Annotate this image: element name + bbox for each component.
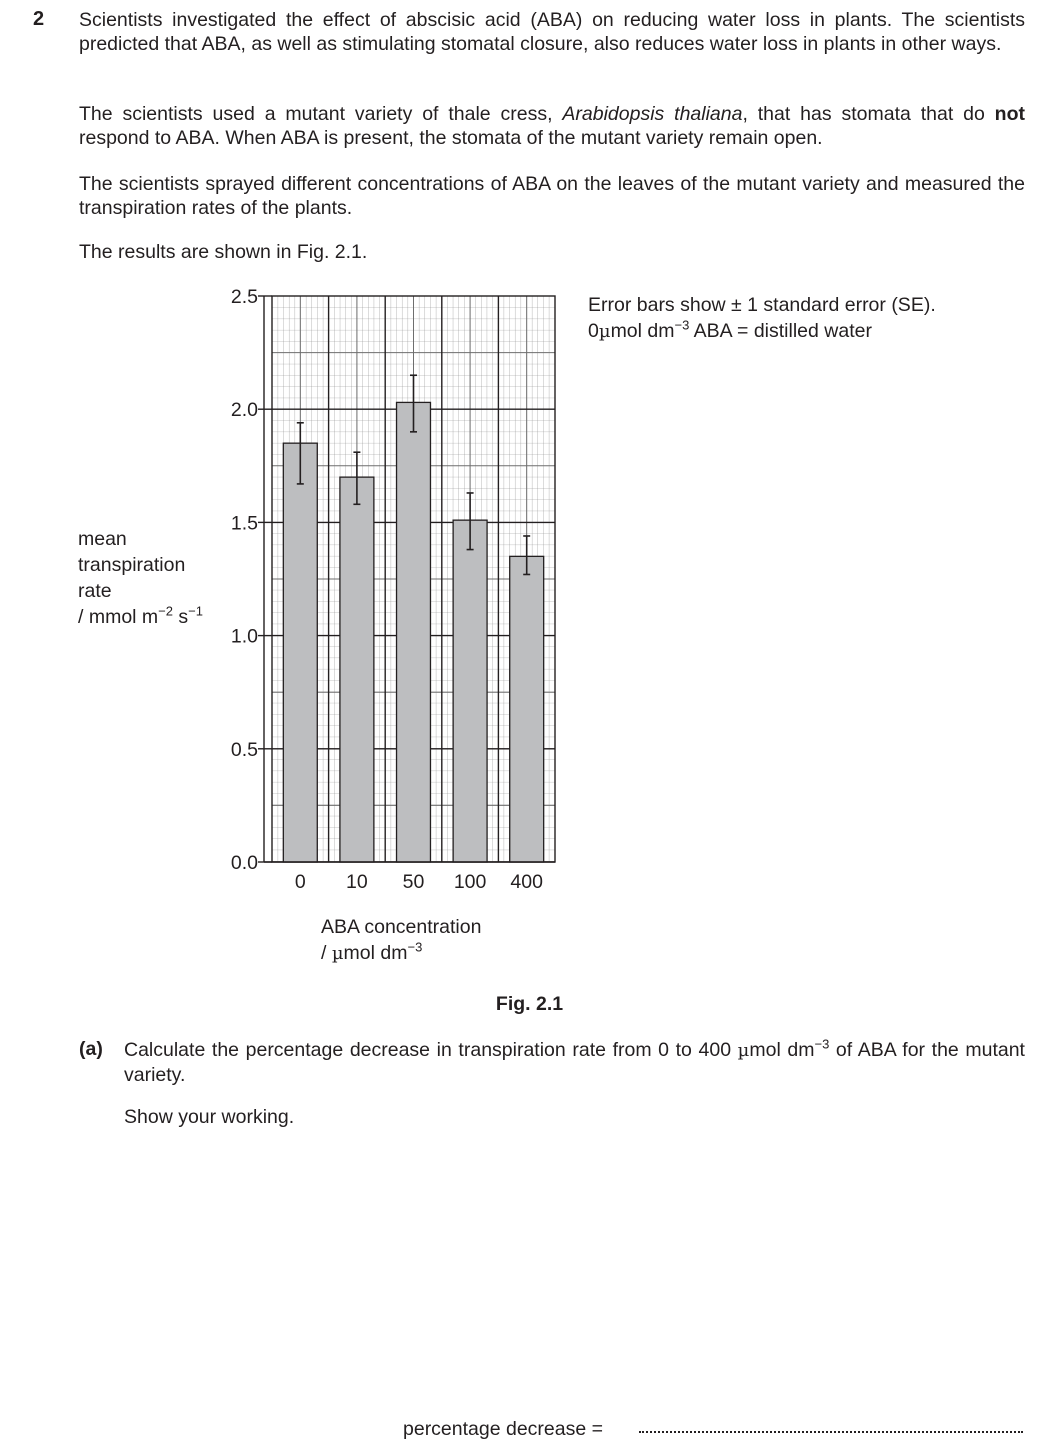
x-tick-label-0: 0 (294, 871, 306, 893)
y-tick-label-0.5: 0.5 (230, 738, 258, 761)
bar-10 (340, 477, 374, 862)
show-working-instruction: Show your working. (124, 1106, 295, 1128)
intro-paragraph-1: Scientists investigated the effect of abscisic acid (ABA) on reducing water loss in plants. The scientists predicted that ABA, as well as stimulating stomatal closure, also reduces water loss in plants in other ways. (79, 9, 1025, 55)
bar-100 (453, 520, 487, 862)
bar-0 (283, 443, 317, 862)
x-tick-label-400: 400 (510, 871, 543, 893)
x-axis-label: ABA concentration / µmol $dm^{-3}$ (321, 916, 482, 964)
emphasis-not: not (994, 103, 1025, 125)
answer-label: percentage decrease = (403, 1418, 604, 1440)
y-tick-label-1.5: 1.5 (230, 512, 258, 535)
y-tick-label-1.0: 1.0 (230, 625, 258, 648)
note-line-1: Error bars show ± 1 standard error (SE). (588, 294, 936, 316)
note-line-2: 0µmol $dm^{-3}$ ABA = distilled water (588, 317, 872, 342)
answer-line[interactable] (639, 1431, 1023, 1433)
y-tick-label-2.5: 2.5 (230, 286, 258, 308)
species-name: Arabidopsis thaliana (562, 103, 743, 125)
intro-paragraph-3: The scientists sprayed different concentrations of ABA on the leaves of the mutant variety and measured the transpiration rates of the plants. (79, 173, 1025, 219)
x-tick-label-10: 10 (346, 871, 368, 893)
bar-400 (510, 556, 544, 862)
intro-paragraph-2: The scientists used a mutant variety of thale cress, Arabidopsis thaliana, that has stomata that do not respond to ABA. When ABA is present, the stomata of the mutant variety remain open. (79, 103, 1025, 149)
y-tick-label-0.0: 0.0 (230, 852, 258, 874)
y-axis-label: mean transpiration rate / mmol $m^{-2}$ $s^{-1}$ (78, 528, 203, 628)
x-tick-label-100: 100 (453, 871, 487, 893)
x-tick-label-50: 50 (402, 871, 425, 893)
intro-paragraph-4: The results are shown in Fig. 2.1. (79, 241, 368, 263)
question-number: 2 (33, 8, 45, 30)
figure-caption: Fig. 2.1 (495, 993, 564, 1015)
part-a-label: (a) (79, 1038, 103, 1060)
part-a-question: Calculate the percentage decrease in transpiration rate from 0 to 400 µmol $dm^{-3}$ of ABA for the mutant variety. (124, 1036, 1025, 1086)
bar-50 (397, 402, 431, 862)
y-tick-label-2.0: 2.0 (230, 399, 258, 422)
